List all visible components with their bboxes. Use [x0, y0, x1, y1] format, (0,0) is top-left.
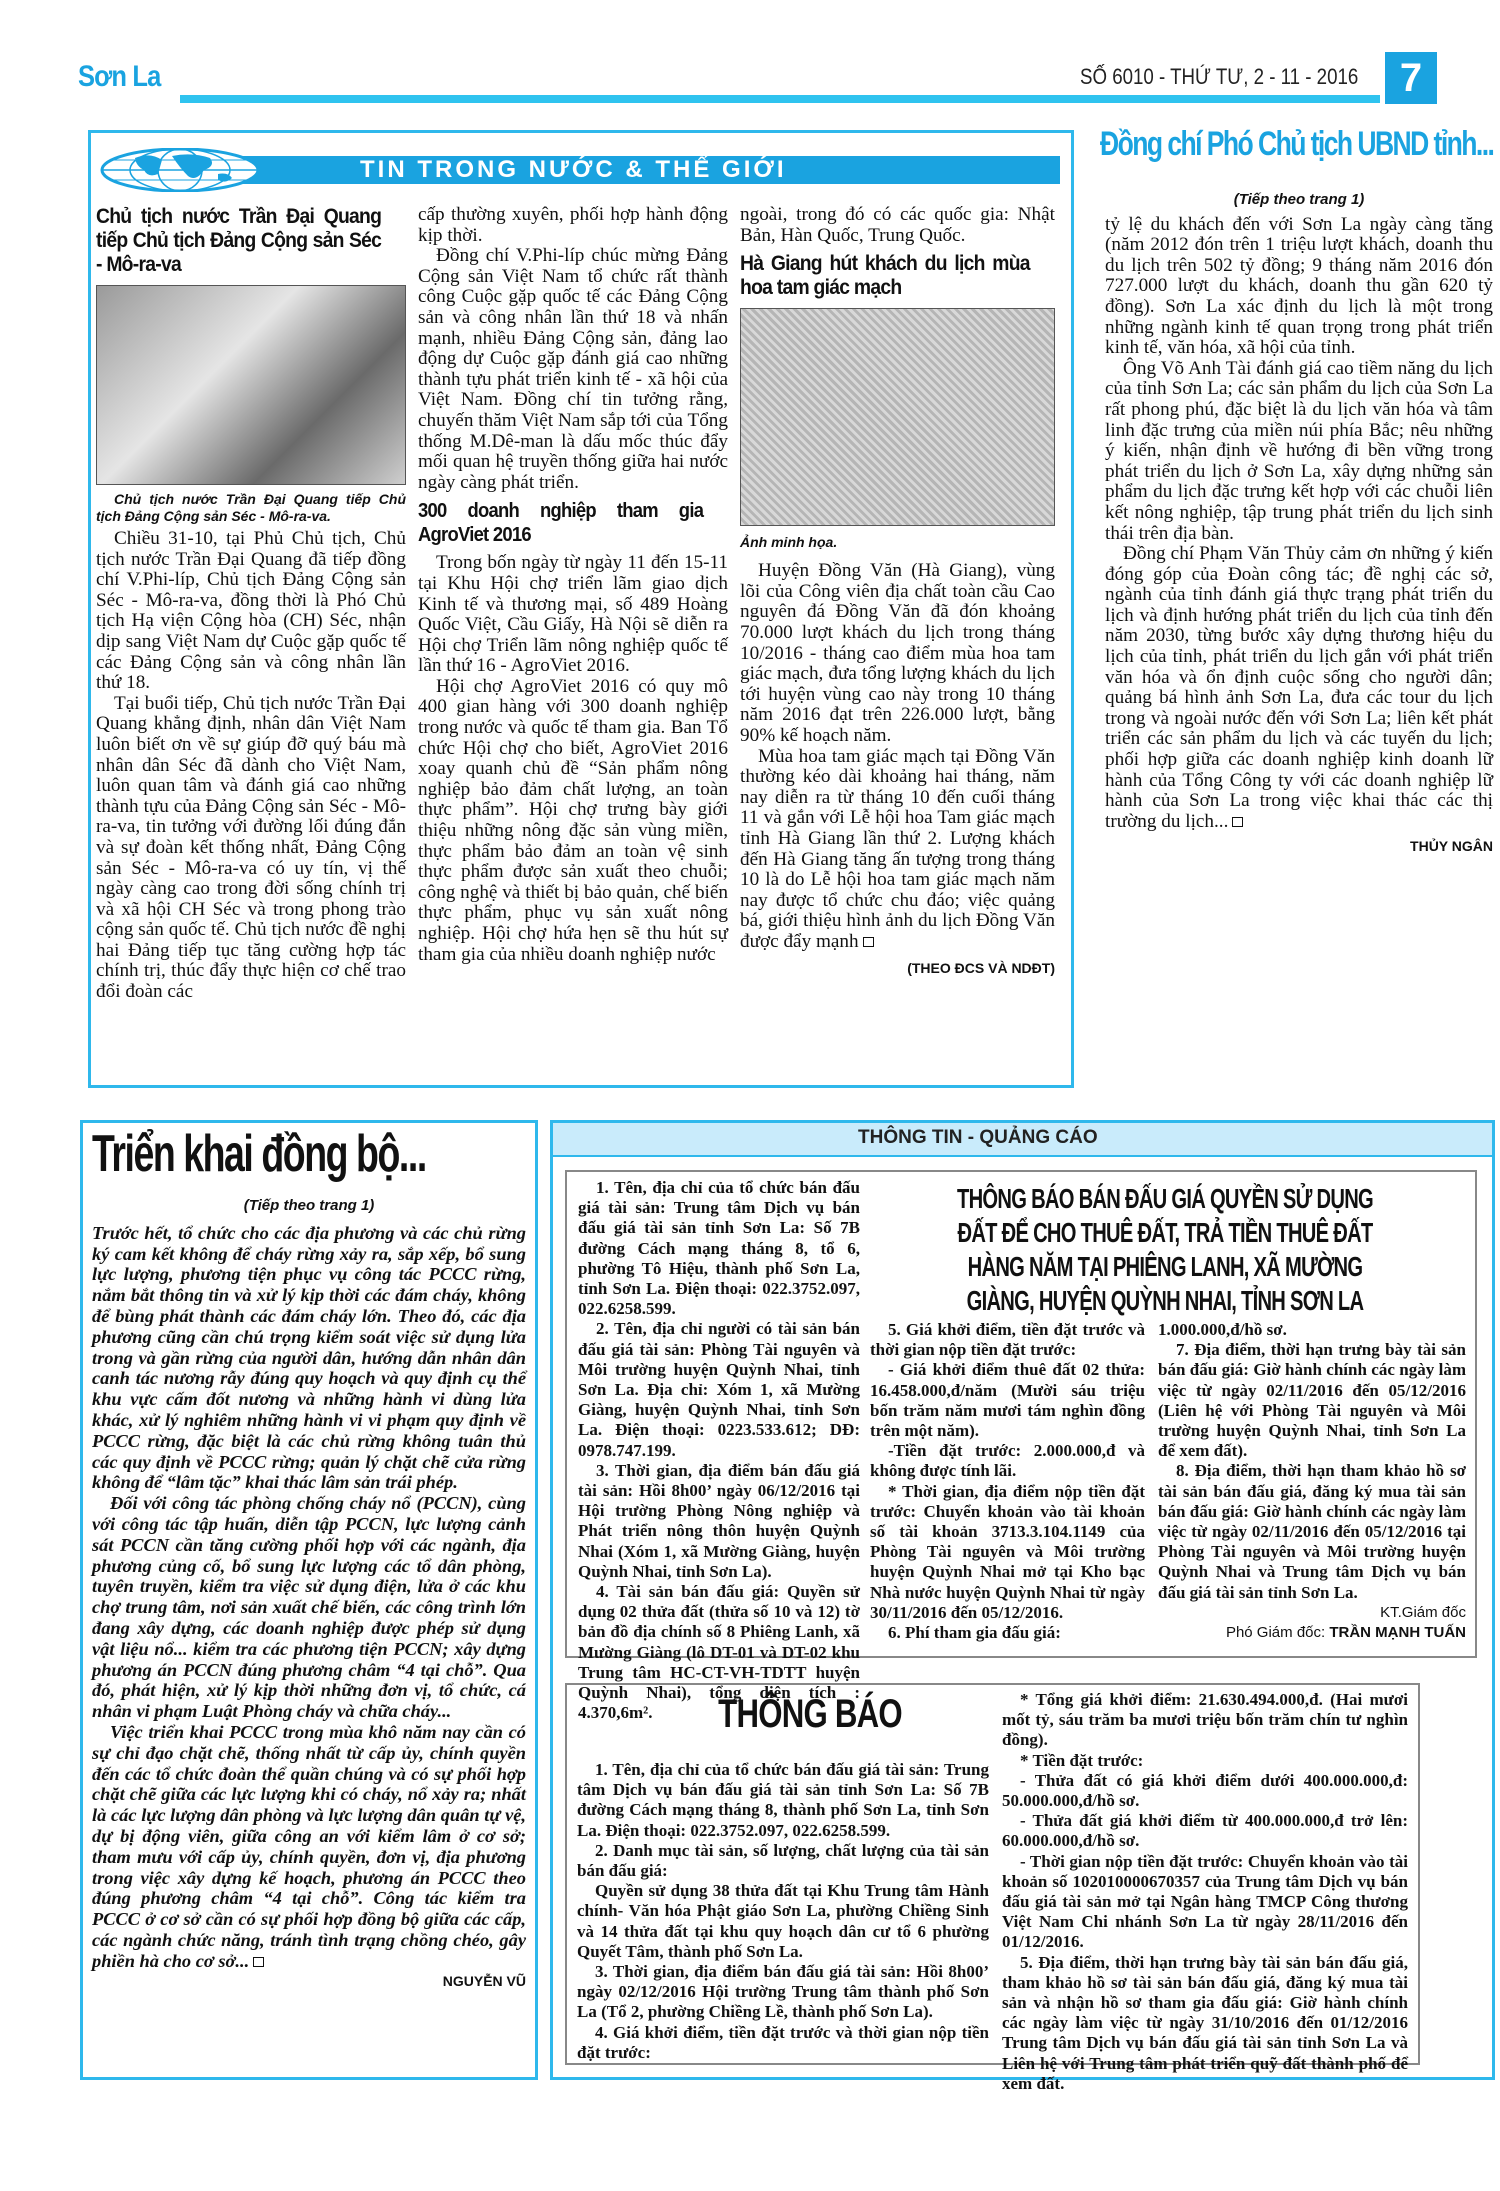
auction2-column-1	[577, 1760, 989, 2063]
article-column-3	[740, 205, 1055, 979]
paragraph: Tại buổi tiếp, Chủ tịch nước Trần Đại Quang khẳng định, nhân dân Việt Nam luôn biết ơn về sự giúp đỡ quý báu mà nhân dân Séc đã dành cho Việt Nam, luôn quan tâm và đánh giá cao những thành tựu của Đảng Cộng sản Séc - Mô-ra-va, tin tưởng với đường lối đúng đắn và sự đoàn kết thống nhất, Đảng Cộng sản Séc - Mô-ra-va có uy tín, vị thế ngày càng cao trong đời sống chính trị và xã hội CH Séc và trong phong trào cộng sản quốc tế. Chủ tịch nước đề nghị hai Đảng tiếp tục tăng cường hợp tác chính trị, thúc đẩy thực hiện cơ chế trao đổi đoàn các	[96, 692, 406, 1003]
continued-note: (Tiếp theo trang 1)	[243, 1197, 375, 1214]
notice-title: THÔNG BÁO	[718, 1692, 902, 1736]
paragraph: - Thời gian nộp tiền đặt trước: Chuyển khoản vào tài khoản số 102010000670357 của Trung tâm Dịch vụ bán đấu giá tài sản mở tại Ngân hàng TMCP Công thương Việt Nam Chi nhánh Sơn La từ ngày 28/11/2016 đến 01/12/2016.	[1002, 1851, 1408, 1952]
paragraph: Hội chợ AgroViet 2016 có quy mô 400 gian hàng với 300 doanh nghiệp trong nước và quốc tế tham gia. Ban Tổ chức Hội chợ cho biết, AgroViet 2016 xoay quanh chủ đề “Sản phẩm nông nghiệp bảo đảm chất lượng, an toàn thực phẩm”. Hội chợ trưng bày giới thiệu những nông đặc sản vùng miền, thực phẩm bảo đảm an toàn vệ sinh thực phẩm được sản xuất theo chuỗi; công nghệ và thiết bị bảo quản, chế biến thực phẩm, phục vụ sản xuất nông nghiệp. Hội chợ hứa hẹn sẽ thu hút sự tham gia của nhiều doanh nghiệp nước	[418, 675, 728, 965]
paragraph: * Thời gian, địa điểm nộp tiền đặt trước: Chuyển khoản vào tài khoản số tài khoản 3713.3.104.1149 của Phòng Tài nguyên và Môi trường huyện Quỳnh Nhai mở tại Kho bạc Nhà nước huyện Quỳnh Nhai từ ngày 30/11/2016 đến 05/12/2016.	[870, 1481, 1145, 1622]
paragraph: Đối với công tác phòng chống cháy nổ (PCCN), cùng với công tác tập huấn, diễn tập PCCN, lực lượng cảnh sát PCCN cần tăng cường phối hợp với các ngành, địa phương củng cố, bổ sung lực lượng các tổ dân phòng, tuyên truyền, kiểm tra việc sử dụng điện, lửa ở các khu chợ trung tâm, nơi sản xuất chế biến, các công trình lớn đang xây dựng, các doanh nghiệp được phép sử dụng vật liệu nổ... kiểm tra các phương tiện PCCN; xây dựng phương án PCCN đúng phương châm “4 tại chỗ”. Qua đó, phát hiện, xử lý kịp thời những đơn vị, tổ chức, cá nhân vi phạm Luật Phòng cháy và chữa cháy...	[92, 1493, 526, 1722]
auction1-column-3	[1158, 1320, 1466, 1643]
auction2-column-2	[1002, 1690, 1408, 2094]
article-source: (THEO ĐCS VÀ NDĐT)	[907, 960, 1055, 977]
end-mark-icon	[253, 1957, 264, 1967]
paragraph: 7. Địa điểm, thời hạn trưng bày tài sản bán đấu giá: Giờ hành chính các ngày làm việc từ ngày 02/11/2016 đến 05/12/2016 (Liên hệ với Phòng Tài nguyên và Môi trường huyện Quỳnh Nhai, tỉnh Sơn La để xem đất).	[1158, 1340, 1466, 1461]
paragraph: 2. Danh mục tài sản, số lượng, chất lượng của tài sản bán đấu giá:	[577, 1840, 989, 1881]
paragraph: 1. Tên, địa chỉ của tổ chức bán đấu giá tài sản: Trung tâm Dịch vụ bán đấu giá tài sản tỉnh Sơn La: Số 7B đường Cách mạng tháng 8, thành phố Sơn La, tỉnh Sơn La. Điện thoại: 022.3752.097, 022.6258.599.	[577, 1760, 989, 1840]
photo-caption: Ảnh minh họa.	[740, 534, 838, 551]
paragraph: * Tiền đặt trước:	[1020, 1750, 1144, 1770]
section-name: Sơn La	[78, 60, 161, 93]
paragraph: 1. Tên, địa chỉ của tổ chức bán đấu giá tài sản: Trung tâm Dịch vụ bán đấu giá tài sản tỉnh Sơn La: Số 7B đường Cách mạng tháng 8, tổ 6, phường Tô Hiệu, thành phố Sơn La, tỉnh Sơn La. Điện thoại: 022.3752.097, 022.6258.599.	[578, 1178, 860, 1319]
paragraph: Quyền sử dụng 38 thửa đất tại Khu Trung tâm Hành chính- Văn hóa Phật giáo Sơn La, phường Chiềng Sinh và 14 thửa đất tại khu quy hoạch dân cư tổ 6 phường Quyết Tâm, thành phố Sơn La.	[577, 1881, 989, 1961]
auction-notice-title: THÔNG BÁO BÁN ĐẤU GIÁ QUYỀN SỬ DỤNG ĐẤT ĐỂ CHO THUÊ ĐẤT, TRẢ TIỀN THUÊ ĐẤT HÀNG NĂM TẠI PHIÊNG LANH, XÃ MƯỜNG GIÀNG, HUYỆN QUỲNH NHAI, TỈNH SƠN LA	[956, 1183, 1374, 1316]
paragraph: 5. Địa điểm, thời hạn trưng bày tài sản bán đấu giá, tham khảo hồ sơ tài sản bán đấu giá, đăng ký mua tài sản và nhận hồ sơ tham gia đấu giá: Giờ hành chính các ngày làm việc từ ngày 31/10/2016 đến 01/12/2016 Trung tâm Dịch vụ bán đấu giá tài sản tỉnh Sơn La và Liên hệ với Trung tâm phát triển quỹ đất thành phố để xem đất.	[1002, 1952, 1408, 2093]
paragraph: Trong bốn ngày từ ngày 11 đến 15-11 tại Khu Hội chợ triển lãm giao dịch Kinh tế và thương mại, số 489 Hoàng Quốc Việt, Cầu Giấy, Hà Nội sẽ diễn ra Hội chợ Triển lãm nông nghiệp quốc tế lần thứ 16 - AgroViet 2016.	[418, 552, 728, 677]
continued-note: (Tiếp theo trang 1)	[1233, 191, 1365, 208]
article-photo	[740, 308, 1055, 526]
banner-title: TIN TRONG NƯỚC & THẾ GIỚI	[360, 156, 787, 183]
paragraph: - Thửa đất có giá khởi điểm dưới 400.000.000,đ: 50.000.000,đ/hồ sơ.	[1002, 1770, 1408, 1811]
paragraph: 6. Phí tham gia đấu giá:	[888, 1623, 1061, 1643]
paragraph: Ông Võ Anh Tài đánh giá cao tiềm năng du lịch của tỉnh Sơn La; các sản phẩm du lịch của Sơn La rất phong phú, đặc biệt là du lịch văn hóa và tâm linh đặc trưng của miền núi phía Bắc; nêu những ý kiến, nhận định về hướng đi bền vững trong phát triển du lịch ở Sơn La, xây dựng những sản phẩm du lịch đặc trưng kết hợp với các chuỗi liên kết nông nghiệp, tập trung phát triển du lịch sinh thái trên địa bàn.	[1105, 357, 1493, 544]
paragraph: ngoài, trong đó có các quốc gia: Nhật Bản, Hàn Quốc, Trung Quốc.	[740, 204, 1055, 246]
paragraph: 4. Giá khởi điểm, tiền đặt trước và thời gian nộp tiền đặt trước:	[577, 2022, 989, 2062]
signature-role: Phó Giám đốc:	[1225, 1624, 1326, 1642]
ads-header-title: THÔNG TIN - QUẢNG CÁO	[858, 1127, 1098, 1148]
auction1-column-2	[870, 1320, 1145, 1643]
paragraph: 8. Địa điểm, thời hạn tham khảo hồ sơ tài sản bán đấu giá, đăng ký mua tài sản bán đấu giá: Giờ hành chính các ngày làm việc từ ngày 02/11/2016 đến 05/12/2016 tại Phòng Tài nguyên và Môi trường huyện Quỳnh Nhai và Trung tâm Dịch vụ bán đấu giá tài sản tỉnh Sơn La.	[1158, 1461, 1466, 1602]
end-mark-icon	[863, 937, 874, 947]
signature-title: KT.Giám đốc	[1380, 1603, 1466, 1621]
paragraph: - Thửa đất giá khởi điểm từ 400.000.000,đ trở lên: 60.000.000,đ/hồ sơ.	[1002, 1811, 1408, 1851]
end-mark-icon	[1232, 817, 1243, 827]
paragraph: Trước hết, tổ chức cho các địa phương và các chủ rừng ký cam kết không để cháy rừng xảy ra, sắp xếp, bổ sung lực lượng, phương tiện phục vụ công tác PCCC rừng, nắm bắt thông tin và xử lý kịp thời các đám cháy, không để bùng phát thành các đám cháy lớn. Theo đó, các địa phương cũng cần chú trọng kiểm soát việc sử dụng lửa trong và gần rừng của người dân, hướng dẫn nhân dân canh tác nương rẫy đúng quy hoạch và quy định cụ thể khu vực cấm đốt nương và những hành vi dùng lửa khác, xử lý nghiêm những hành vi vi phạm quy định về PCCC rừng, đặc biệt là các chủ rừng không tuân thủ các quy định về PCCC rừng; quản lý chặt chẽ cửa rừng không để “lâm tặc” khai thác lâm sản trái phép.	[92, 1222, 526, 1493]
paragraph: - Giá khởi điểm thuê đất 02 thửa: 16.458.000,đ/năm (Mười sáu triệu bốn trăm năm mươi tám nghìn đồng trên một năm).	[870, 1360, 1145, 1441]
article-headline: 300 doanh nghiệp tham gia AgroViet 2016	[418, 500, 704, 547]
bottom-article-headline: Triển khai đồng bộ...	[92, 1125, 426, 1183]
page-number: 7	[1385, 52, 1437, 104]
article-author: NGUYỄN VŨ	[442, 1973, 526, 1990]
signature-name: TRẦN MẠNH TUẤN	[1329, 1624, 1466, 1642]
header-rule	[180, 95, 1380, 103]
paragraph: Huyện Đồng Văn (Hà Giang), vùng lõi của Công viên địa chất toàn cầu Cao nguyên đá Đồng Văn đã đón khoảng 70.000 lượt khách du lịch trong tháng 10/2016 - tháng cao điểm mùa hoa tam giác mạch, đưa tổng lượng khách du lịch tới huyện vùng cao này trong 10 tháng năm 2016 đạt trên 226.000 lượt, bằng 90% kế hoạch năm.	[740, 560, 1055, 746]
issue-line: SỐ 6010 - THỨ TƯ, 2 - 11 - 2016	[1080, 64, 1359, 89]
paragraph: 5. Giá khởi điểm, tiền đặt trước và thời gian nộp tiền đặt trước:	[870, 1320, 1145, 1360]
paragraph: 4. Tài sản bán đấu giá: Quyền sử dụng 02 thửa đất (thửa số 10 và 12) tờ bản đồ địa chính số 8 Phiêng Lanh, xã Mường Giàng (lô DT-01 và DT-02 khu Trung tâm HC-CT-VH-TDTT huyện Quỳnh Nhai), tổng diện tích : 4.370,6m².	[578, 1582, 860, 1723]
paragraph: 2. Tên, địa chỉ người có tài sản bán đấu giá tài sản: Phòng Tài nguyên và Môi trường huyện Quỳnh Nhai, tỉnh Sơn La. Địa chỉ: Xóm 1, xã Mường Giàng, huyện Quỳnh Nhai, tỉnh Sơn La. Điện thoại: 0223.533.612; DĐ: 0978.747.199.	[578, 1319, 860, 1460]
bottom-article-body	[92, 1196, 526, 1992]
paragraph: 3. Thời gian, địa điểm bán đấu giá tài sản: Hồi 8h00’ ngày 02/12/2016 Hội trường Trung tâm thành phố Sơn La (Tổ 2, phường Chiềng Lề, thành phố Sơn La).	[577, 1962, 989, 2022]
paragraph: Mùa hoa tam giác mạch tại Đồng Văn thường kéo dài khoảng hai tháng, năm nay diễn ra từ tháng 10 đến cuối tháng 11 và gắn với Lễ hội hoa Tam giác mạch tỉnh Hà Giang lần thứ 2. Lượng khách đến Hà Giang tăng ấn tượng trong tháng 10 là do Lễ hội hoa tam giác mạch năm nay được tổ chức chu đáo; việc quảng bá, giới thiệu hình ảnh du lịch Đồng Văn được đẩy mạnh	[740, 745, 1055, 952]
paragraph: Chiều 31-10, tại Phủ Chủ tịch, Chủ tịch nước Trần Đại Quang đã tiếp đồng chí V.Phi-líp, Chủ tịch Đảng Cộng sản Séc - Mô-ra-va, đồng thời là Phó Chủ tịch Hạ viện Cộng hòa (CH) Séc, nhận dịp sang Việt Nam dự Cuộc gặp quốc tế các Đảng Cộng sản và công nhân lần thứ 18.	[96, 528, 406, 694]
paragraph: -Tiền đặt trước: 2.000.000,đ và không được tính lãi.	[870, 1441, 1145, 1481]
article-headline: Hà Giang hút khách du lịch mùa hoa tam giác mạch	[740, 252, 1030, 300]
signature-line	[1158, 1623, 1466, 1643]
ads-header	[553, 1123, 1492, 1157]
globe-icon	[100, 148, 300, 192]
paragraph: 3. Thời gian, địa điểm bán đấu giá tài sản: Hồi 8h00’ ngày 06/12/2016 tại Hội trường Phòng Nông nghiệp và Phát triển nông thôn huyện Quỳnh Nhai (Xóm 1, xã Mường Giàng, huyện Quỳnh Nhai, tỉnh Sơn La).	[578, 1460, 860, 1581]
article-column-2	[418, 205, 728, 965]
paragraph: cấp thường xuyên, phối hợp hành động kịp thời.	[418, 204, 728, 246]
article-column-1	[96, 205, 406, 1003]
article-photo	[96, 285, 406, 485]
article-headline: Chủ tịch nước Trần Đại Quang tiếp Chủ tịch Đảng Cộng sản Séc - Mô-ra-va	[96, 205, 382, 276]
right-article-body	[1105, 190, 1493, 857]
paragraph: * Tổng giá khởi điểm: 21.630.494.000,đ. (Hai mươi mốt tỷ, sáu trăm ba mươi triệu bốn trăm chín tư nghìn đồng).	[1002, 1690, 1408, 1750]
news-banner	[100, 148, 1060, 190]
paragraph: tỷ lệ du khách đến với Sơn La ngày càng tăng (năm 2012 đón trên 1 triệu lượt khách, doanh thu du lịch trên 502 tỷ đồng; 9 tháng năm 2016 đón 727.000 lượt du khách, doanh thu gần 620 tỷ đồng). Sơn La xác định du lịch là một trong những ngành kinh tế quan trọng trong phát triển kinh tế, văn hóa, xã hội của tỉnh.	[1105, 213, 1493, 359]
photo-caption: Chủ tịch nước Trần Đại Quang tiếp Chủ tịch Đảng Cộng sản Séc - Mô-ra-va.	[96, 491, 406, 524]
paragraph: Đồng chí Phạm Văn Thủy cảm ơn những ý kiến đóng góp của Đoàn công tác; đề nghị các sở, ngành của tỉnh đánh giá thực trạng phát triển du lịch và định hướng phát triển du lịch của tỉnh đến năm 2030, từng bước xây dựng thương hiệu du lịch của tỉnh, phát triển du lịch gắn với phát triển văn hóa và ổn định cuộc sống cho người dân; quảng bá hình ảnh Sơn La, đưa các tour du lịch trong và ngoài nước đến với Sơn La; liên kết phát triển các sản phẩm du lịch và các tuyến du lịch; phối hợp giữa các doanh nghiệp kinh doanh lữ hành của Tổng Công ty với các doanh nghiệp lữ hành của Sơn La trong việc khai thác các thị trường du lịch...	[1105, 543, 1493, 832]
paragraph: Việc triển khai PCCC trong mùa khô năm nay cần có sự chỉ đạo chặt chẽ, thống nhất từ cấp ủy, chính quyền đến các tổ chức đoàn thể quần chúng và có sự phối hợp chặt chẽ giữa các lực lượng khi có cháy, nổ xảy ra; nhất là các lực lượng dân phòng và lực lượng dân quân tự vệ, dự bị động viên, giữa công an với kiểm lâm ở cơ sở; tham mưu với cấp ủy, chính quyền, đơn vị, địa phương trong việc xây dựng kế hoạch, phương án PCCC theo đúng phương châm “4 tại chỗ”. Công tác kiểm tra PCCC ở cơ sở cần có sự phối hợp đồng bộ giữa các cấp, các ngành chức năng, tránh tình trạng chồng chéo, gây phiền hà cho cơ sở...	[92, 1721, 526, 1971]
auction1-column-1	[578, 1178, 860, 1723]
paragraph: Đồng chí V.Phi-líp chúc mừng Đảng Cộng sản Việt Nam tổ chức rất thành công Cuộc gặp quốc tế các Đảng Cộng sản và công nhân lần thứ 18 và nhấn mạnh, nhiều Đảng Cộng sản, đảng lao động dự Cuộc gặp đánh giá cao những thành tựu phát triển kinh tế - xã hội của Việt Nam. Đồng chí tin tưởng rằng, chuyến thăm Việt Nam sắp tới của Tổng thống M.Dê-man là dấu mốc thúc đẩy mối quan hệ truyền thống giữa hai nước ngày càng phát triển.	[418, 245, 728, 493]
article-author: THỦY NGÂN	[1410, 838, 1493, 855]
paragraph: 1.000.000,đ/hồ sơ.	[1158, 1320, 1287, 1339]
right-article-headline: Đồng chí Phó Chủ tịch UBND tỉnh...	[1100, 125, 1494, 163]
